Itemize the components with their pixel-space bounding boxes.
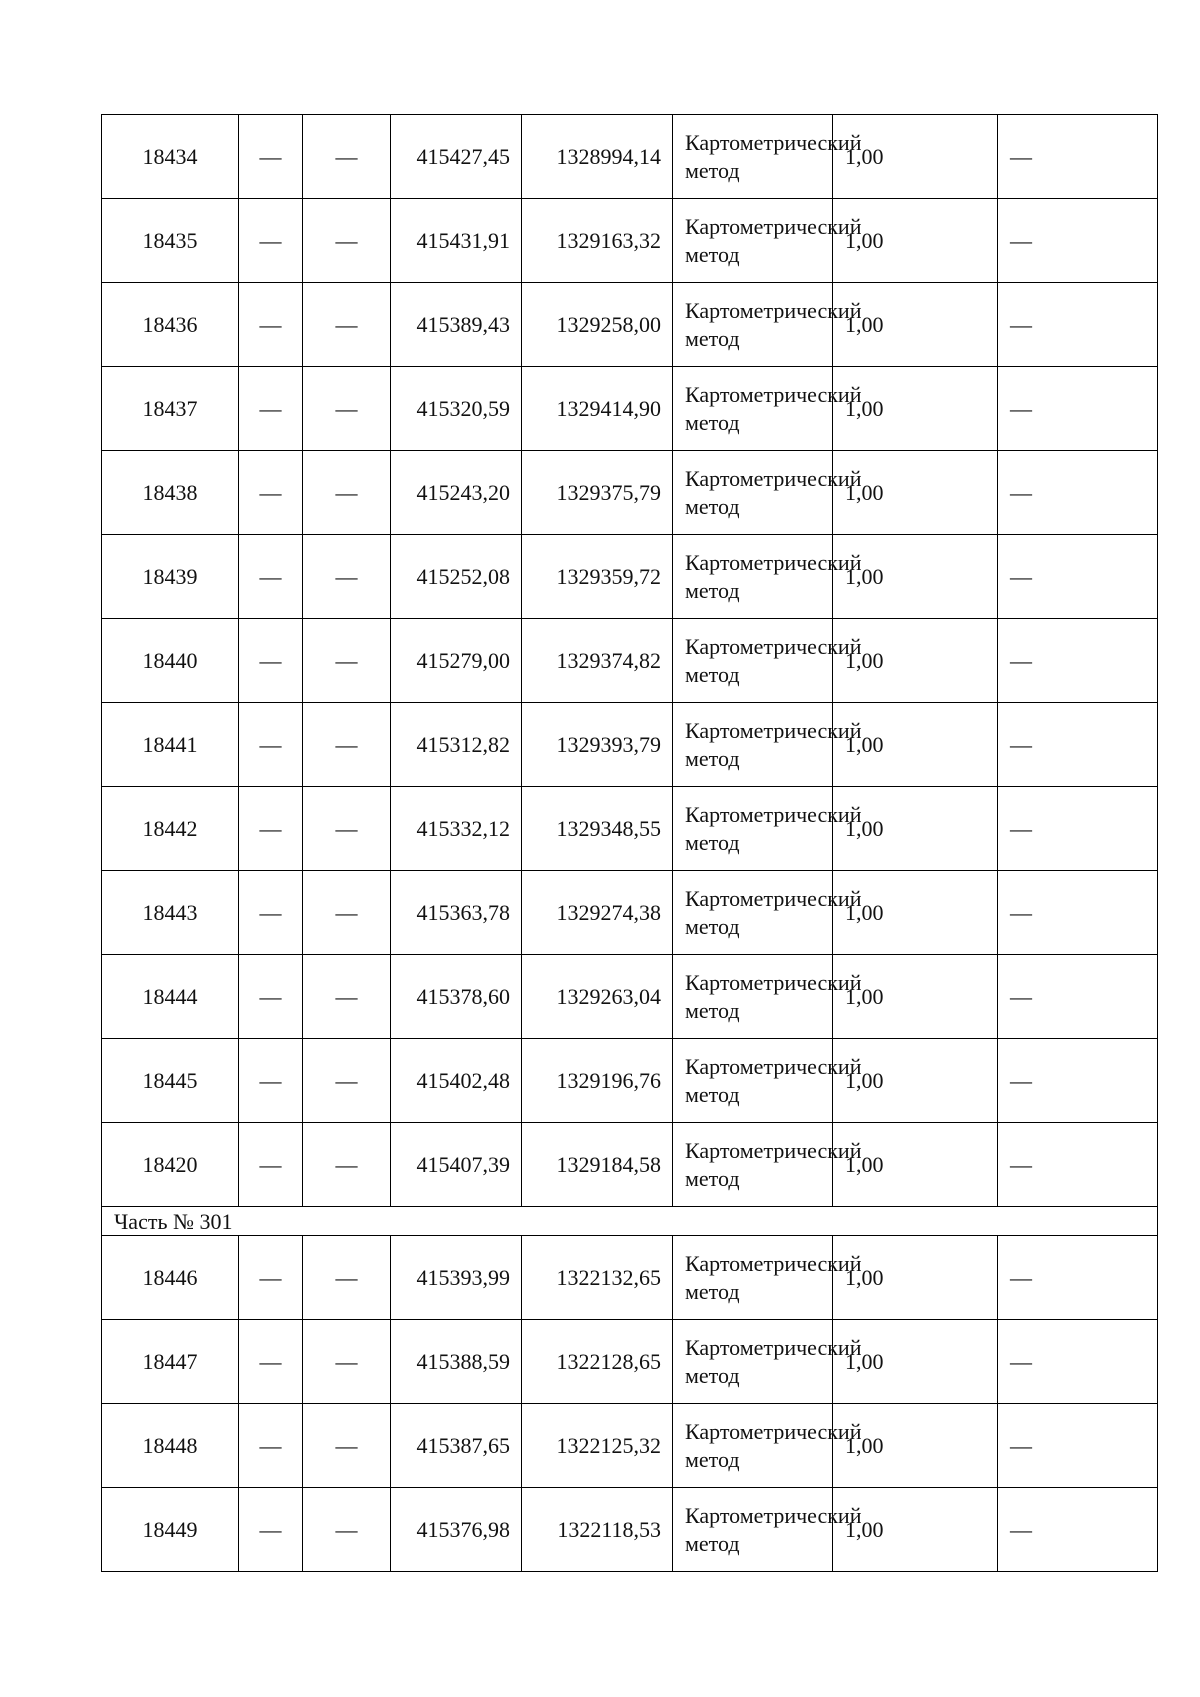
y-coordinate-cell: 1328994,14 bbox=[522, 115, 673, 199]
point-number-cell: 18444 bbox=[102, 955, 239, 1039]
x-coordinate-cell: 415312,82 bbox=[391, 703, 522, 787]
dash-cell: — bbox=[303, 1039, 391, 1123]
dash-cell: — bbox=[303, 619, 391, 703]
point-number-cell: 18420 bbox=[102, 1123, 239, 1207]
method-cell: Картометрический метод bbox=[673, 115, 833, 199]
dash-cell: — bbox=[998, 1123, 1158, 1207]
x-coordinate-cell: 415376,98 bbox=[391, 1488, 522, 1572]
dash-cell: — bbox=[998, 1404, 1158, 1488]
accuracy-cell: 1,00 bbox=[833, 115, 998, 199]
dash-cell: — bbox=[998, 787, 1158, 871]
method-cell: Картометрический метод bbox=[673, 871, 833, 955]
dash-cell: — bbox=[239, 1488, 303, 1572]
method-cell: Картометрический метод bbox=[673, 451, 833, 535]
accuracy-cell: 1,00 bbox=[833, 871, 998, 955]
point-number-cell: 18441 bbox=[102, 703, 239, 787]
x-coordinate-cell: 415387,65 bbox=[391, 1404, 522, 1488]
y-coordinate-cell: 1322125,32 bbox=[522, 1404, 673, 1488]
accuracy-cell: 1,00 bbox=[833, 955, 998, 1039]
table-row bbox=[102, 199, 1158, 283]
method-cell: Картометрический метод bbox=[673, 787, 833, 871]
method-cell: Картометрический метод bbox=[673, 1488, 833, 1572]
table-row bbox=[102, 703, 1158, 787]
dash-cell: — bbox=[303, 955, 391, 1039]
table-row bbox=[102, 1039, 1158, 1123]
dash-cell: — bbox=[998, 367, 1158, 451]
dash-cell: — bbox=[998, 703, 1158, 787]
y-coordinate-cell: 1322132,65 bbox=[522, 1236, 673, 1320]
x-coordinate-cell: 415393,99 bbox=[391, 1236, 522, 1320]
dash-cell: — bbox=[239, 619, 303, 703]
x-coordinate-cell: 415279,00 bbox=[391, 619, 522, 703]
table-row bbox=[102, 1123, 1158, 1207]
dash-cell: — bbox=[303, 1236, 391, 1320]
dash-cell: — bbox=[998, 955, 1158, 1039]
dash-cell: — bbox=[998, 535, 1158, 619]
dash-cell: — bbox=[303, 283, 391, 367]
accuracy-cell: 1,00 bbox=[833, 1039, 998, 1123]
table-row bbox=[102, 1320, 1158, 1404]
dash-cell: — bbox=[239, 199, 303, 283]
accuracy-cell: 1,00 bbox=[833, 1320, 998, 1404]
point-number-cell: 18449 bbox=[102, 1488, 239, 1572]
x-coordinate-cell: 415363,78 bbox=[391, 871, 522, 955]
method-cell: Картометрический метод bbox=[673, 199, 833, 283]
dash-cell: — bbox=[303, 703, 391, 787]
method-cell: Картометрический метод bbox=[673, 283, 833, 367]
accuracy-cell: 1,00 bbox=[833, 199, 998, 283]
accuracy-cell: 1,00 bbox=[833, 703, 998, 787]
accuracy-cell: 1,00 bbox=[833, 283, 998, 367]
dash-cell: — bbox=[239, 1123, 303, 1207]
x-coordinate-cell: 415431,91 bbox=[391, 199, 522, 283]
dash-cell: — bbox=[303, 871, 391, 955]
y-coordinate-cell: 1329258,00 bbox=[522, 283, 673, 367]
y-coordinate-cell: 1329414,90 bbox=[522, 367, 673, 451]
dash-cell: — bbox=[303, 787, 391, 871]
dash-cell: — bbox=[303, 1320, 391, 1404]
table-row bbox=[102, 955, 1158, 1039]
y-coordinate-cell: 1322118,53 bbox=[522, 1488, 673, 1572]
dash-cell: — bbox=[303, 367, 391, 451]
dash-cell: — bbox=[239, 1320, 303, 1404]
point-number-cell: 18439 bbox=[102, 535, 239, 619]
method-cell: Картометрический метод bbox=[673, 955, 833, 1039]
dash-cell: — bbox=[239, 451, 303, 535]
table-row bbox=[102, 619, 1158, 703]
dash-cell: — bbox=[303, 451, 391, 535]
dash-cell: — bbox=[303, 115, 391, 199]
method-cell: Картометрический метод bbox=[673, 1039, 833, 1123]
table-row bbox=[102, 1488, 1158, 1572]
section-title: Часть № 301 bbox=[102, 1207, 1158, 1236]
x-coordinate-cell: 415378,60 bbox=[391, 955, 522, 1039]
point-number-cell: 18447 bbox=[102, 1320, 239, 1404]
x-coordinate-cell: 415243,20 bbox=[391, 451, 522, 535]
y-coordinate-cell: 1329348,55 bbox=[522, 787, 673, 871]
method-cell: Картометрический метод bbox=[673, 1236, 833, 1320]
point-number-cell: 18434 bbox=[102, 115, 239, 199]
y-coordinate-cell: 1329359,72 bbox=[522, 535, 673, 619]
point-number-cell: 18442 bbox=[102, 787, 239, 871]
x-coordinate-cell: 415388,59 bbox=[391, 1320, 522, 1404]
dash-cell: — bbox=[239, 535, 303, 619]
table-row bbox=[102, 787, 1158, 871]
dash-cell: — bbox=[239, 1236, 303, 1320]
point-number-cell: 18443 bbox=[102, 871, 239, 955]
dash-cell: — bbox=[998, 619, 1158, 703]
table-row bbox=[102, 1236, 1158, 1320]
table-body bbox=[102, 115, 1158, 1572]
accuracy-cell: 1,00 bbox=[833, 1123, 998, 1207]
method-cell: Картометрический метод bbox=[673, 703, 833, 787]
x-coordinate-cell: 415427,45 bbox=[391, 115, 522, 199]
table-row bbox=[102, 115, 1158, 199]
point-number-cell: 18435 bbox=[102, 199, 239, 283]
method-cell: Картометрический метод bbox=[673, 1320, 833, 1404]
dash-cell: — bbox=[239, 955, 303, 1039]
table-row bbox=[102, 535, 1158, 619]
accuracy-cell: 1,00 bbox=[833, 1236, 998, 1320]
accuracy-cell: 1,00 bbox=[833, 787, 998, 871]
y-coordinate-cell: 1329263,04 bbox=[522, 955, 673, 1039]
table-row bbox=[102, 283, 1158, 367]
dash-cell: — bbox=[998, 115, 1158, 199]
y-coordinate-cell: 1329393,79 bbox=[522, 703, 673, 787]
x-coordinate-cell: 415402,48 bbox=[391, 1039, 522, 1123]
dash-cell: — bbox=[239, 283, 303, 367]
x-coordinate-cell: 415320,59 bbox=[391, 367, 522, 451]
table-row bbox=[102, 367, 1158, 451]
y-coordinate-cell: 1329196,76 bbox=[522, 1039, 673, 1123]
dash-cell: — bbox=[998, 451, 1158, 535]
dash-cell: — bbox=[998, 1039, 1158, 1123]
section-row bbox=[102, 1207, 1158, 1236]
x-coordinate-cell: 415332,12 bbox=[391, 787, 522, 871]
accuracy-cell: 1,00 bbox=[833, 451, 998, 535]
dash-cell: — bbox=[239, 787, 303, 871]
point-number-cell: 18440 bbox=[102, 619, 239, 703]
x-coordinate-cell: 415389,43 bbox=[391, 283, 522, 367]
point-number-cell: 18446 bbox=[102, 1236, 239, 1320]
x-coordinate-cell: 415252,08 bbox=[391, 535, 522, 619]
method-cell: Картометрический метод bbox=[673, 535, 833, 619]
dash-cell: — bbox=[239, 367, 303, 451]
point-number-cell: 18437 bbox=[102, 367, 239, 451]
method-cell: Картометрический метод bbox=[673, 1123, 833, 1207]
y-coordinate-cell: 1329274,38 bbox=[522, 871, 673, 955]
dash-cell: — bbox=[303, 535, 391, 619]
dash-cell: — bbox=[239, 703, 303, 787]
y-coordinate-cell: 1329375,79 bbox=[522, 451, 673, 535]
table-row bbox=[102, 451, 1158, 535]
table-row bbox=[102, 871, 1158, 955]
dash-cell: — bbox=[239, 115, 303, 199]
dash-cell: — bbox=[239, 1404, 303, 1488]
dash-cell: — bbox=[303, 1123, 391, 1207]
point-number-cell: 18445 bbox=[102, 1039, 239, 1123]
point-number-cell: 18438 bbox=[102, 451, 239, 535]
x-coordinate-cell: 415407,39 bbox=[391, 1123, 522, 1207]
dash-cell: — bbox=[998, 283, 1158, 367]
coordinates-table bbox=[101, 114, 1158, 1572]
method-cell: Картометрический метод bbox=[673, 1404, 833, 1488]
y-coordinate-cell: 1329374,82 bbox=[522, 619, 673, 703]
method-cell: Картометрический метод bbox=[673, 367, 833, 451]
dash-cell: — bbox=[303, 199, 391, 283]
dash-cell: — bbox=[998, 1488, 1158, 1572]
accuracy-cell: 1,00 bbox=[833, 535, 998, 619]
dash-cell: — bbox=[303, 1488, 391, 1572]
accuracy-cell: 1,00 bbox=[833, 1404, 998, 1488]
method-cell: Картометрический метод bbox=[673, 619, 833, 703]
dash-cell: — bbox=[998, 1320, 1158, 1404]
dash-cell: — bbox=[998, 871, 1158, 955]
dash-cell: — bbox=[239, 871, 303, 955]
point-number-cell: 18436 bbox=[102, 283, 239, 367]
table-row bbox=[102, 1404, 1158, 1488]
y-coordinate-cell: 1329163,32 bbox=[522, 199, 673, 283]
dash-cell: — bbox=[303, 1404, 391, 1488]
dash-cell: — bbox=[998, 1236, 1158, 1320]
dash-cell: — bbox=[998, 199, 1158, 283]
accuracy-cell: 1,00 bbox=[833, 367, 998, 451]
dash-cell: — bbox=[239, 1039, 303, 1123]
accuracy-cell: 1,00 bbox=[833, 619, 998, 703]
y-coordinate-cell: 1322128,65 bbox=[522, 1320, 673, 1404]
accuracy-cell: 1,00 bbox=[833, 1488, 998, 1572]
y-coordinate-cell: 1329184,58 bbox=[522, 1123, 673, 1207]
point-number-cell: 18448 bbox=[102, 1404, 239, 1488]
